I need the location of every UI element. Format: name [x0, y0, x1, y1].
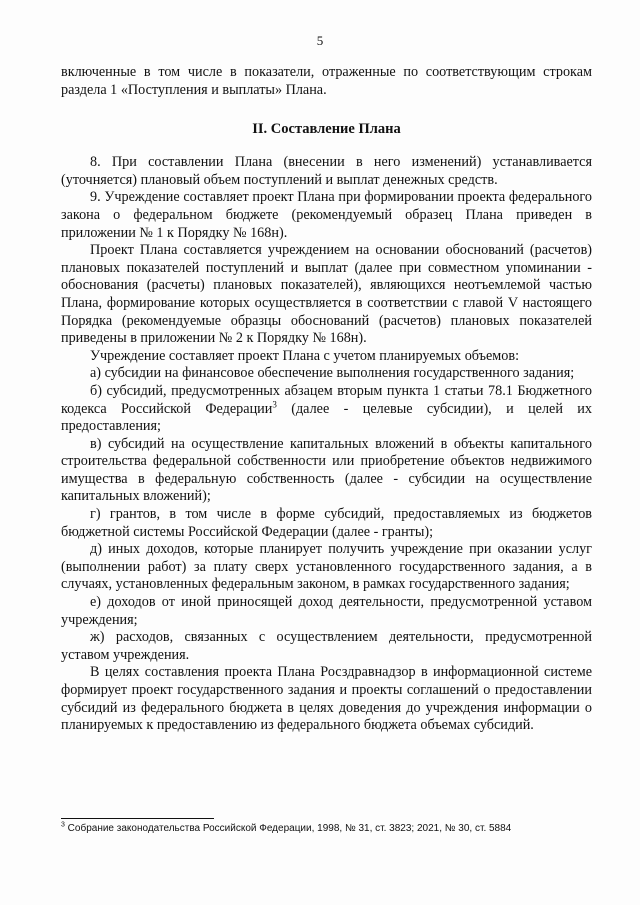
page-number: 5 [316, 33, 324, 48]
list-item-d: д) иных доходов, которые планирует получить учреждение при оказании услуг (выполнении работ) за плату сверх установленного государственного задания, а в случаях, установленных федеральным законом, в рамках государственного задания; [61, 541, 592, 593]
list-item-e: е) доходов от иной приносящей доход деятельности, предусмотренной уставом учреждения; [61, 594, 592, 628]
paragraph-information-system: В целях составления проекта Плана Росздравнадзор в информационной системе формирует проект государственного задания и проекты соглашений о предоставлении субсидий из федерального бюджета в целях доведения до учреждения информации о планируемых к предоставлению из федерального бюджета объемах субсидий. [61, 664, 592, 734]
footnote [61, 823, 601, 834]
list-item-v: в) субсидий на осуществление капитальных вложений в объекты капитального строительства федеральной собственности или приобретение объектов недвижимого имущества в федеральную собственность (далее - субсидии на осуществление капитальных вложений); [61, 435, 592, 505]
list-item-g: г) грантов, в том числе в форме субсидий, предоставляемых из бюджетов бюджетной системы Российской Федерации (далее - гранты); [61, 506, 592, 540]
footnote-marker: 3 [61, 821, 65, 829]
footnote-text: Собрание законодательства Российской Федерации, 1998, № 31, ст. 3823; 2021, № 30, ст. 5884 [64, 823, 512, 834]
continuation-paragraph: включенные в том числе в показатели, отраженные по соответствующим строкам раздела 1 «Поступления и выплаты» Плана. [61, 64, 592, 98]
footnote-divider [61, 818, 214, 819]
footnote-reference: 3 [272, 398, 277, 409]
list-item-b-text: б) субсидий, предусмотренных абзацем вторым пункта 1 статьи 78.1 Бюджетного кодекса Российской Федерации [61, 382, 592, 417]
paragraph-draft-basis: Проект Плана составляется учреждением на основании обоснований (расчетов) плановых показателей поступлений и выплат (далее при совместном упоминании - обоснования (расчеты) плановых показателей), являющихся неотъемлемой частью Плана, формирование которых осуществляется в соответствии с главой V настоящего Порядка (рекомендуемые образцы обоснований (расчетов) плановых показателей приведены в приложении № 2 к Порядку № 168н). [61, 242, 592, 347]
list-item-b [61, 383, 592, 436]
document-body [61, 64, 592, 735]
paragraph-8: 8. При составлении Плана (внесении в него изменений) устанавливается (уточняется) плановый объем поступлений и выплат денежных средств. [61, 154, 592, 188]
list-item-b-tail: (далее - целевые субсидии), и целей их предоставления; [61, 400, 592, 435]
list-item-a: а) субсидии на финансовое обеспечение выполнения государственного задания; [90, 365, 575, 382]
paragraph-planned-volumes: Учреждение составляет проект Плана с учетом планируемых объемов: [90, 347, 520, 364]
section-heading: II. Составление Плана [252, 121, 401, 138]
list-item-zh: ж) расходов, связанных с осуществлением деятельности, предусмотренной уставом учреждения. [61, 629, 592, 663]
paragraph-9: 9. Учреждение составляет проект Плана при формировании проекта федерального закона о федеральном бюджете (рекомендуемый образец Плана приведен в приложении № 1 к Порядку № 168н). [61, 189, 592, 241]
